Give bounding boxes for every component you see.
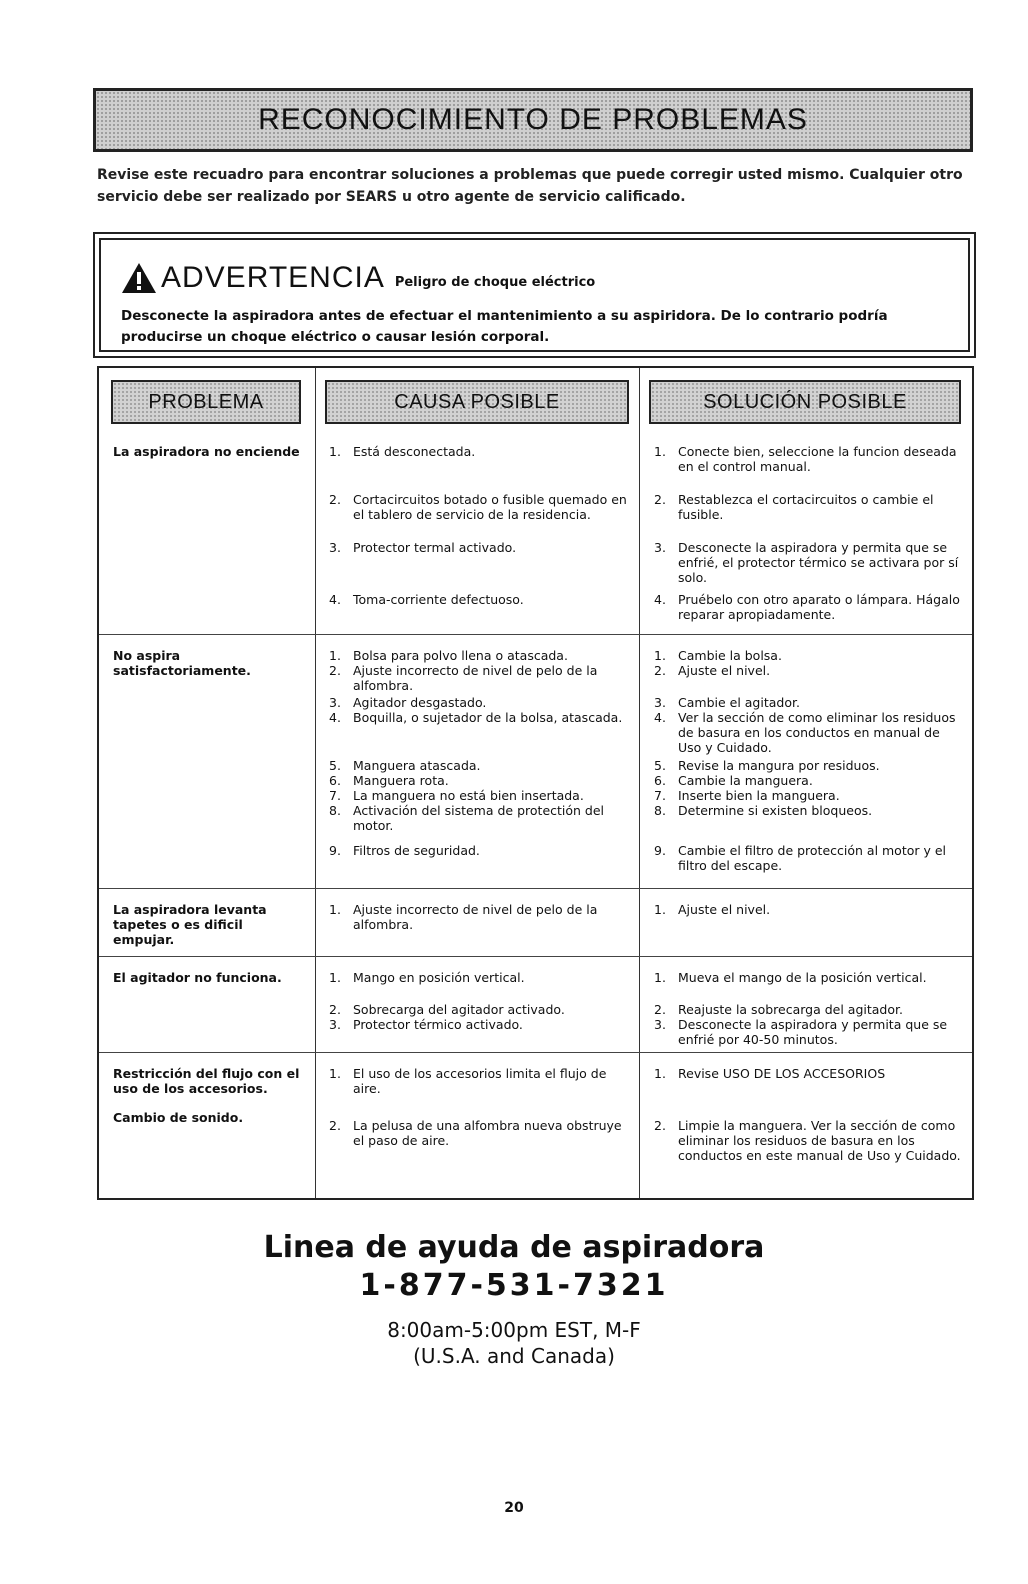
problem-cell	[113, 902, 303, 961]
item-text: Sobrecarga del agitador activado.	[353, 1002, 565, 1017]
problem-cell	[113, 648, 303, 692]
item-text: Reajuste la sobrecarga del agitador.	[678, 1002, 903, 1017]
solution-item	[654, 592, 964, 622]
item-number: 6.	[654, 773, 666, 788]
item-number: 7.	[329, 788, 341, 803]
title-banner	[93, 88, 973, 152]
warning-subtitle: Peligro de choque eléctrico	[394, 275, 596, 290]
item-text: Desconecte la aspiradora y permita que se enfrié por 40-50 minutos.	[678, 1017, 948, 1047]
item-text: Revise la mangura por residuos.	[678, 758, 880, 773]
item-text: Determine si existen bloqueos.	[678, 803, 873, 818]
item-text: El uso de los accesorios limita el flujo de aire.	[353, 1066, 607, 1096]
item-number: 3.	[329, 540, 341, 555]
item-text: Activación del sistema de protectión del motor.	[353, 803, 605, 833]
solution-item	[654, 1066, 964, 1081]
solution-item	[654, 444, 964, 474]
solution-item	[654, 1118, 964, 1163]
item-text: Boquilla, o sujetador de la bolsa, atascada.	[353, 710, 623, 725]
item-text: Filtros de seguridad.	[353, 843, 480, 858]
solution-item	[654, 773, 964, 788]
cause-item	[329, 1017, 629, 1032]
item-number: 3.	[654, 695, 666, 710]
item-number: 2.	[654, 1118, 666, 1133]
helpline-region: (U.S.A. and Canada)	[413, 1344, 615, 1368]
item-text: Bolsa para polvo llena o atascada.	[353, 648, 568, 663]
item-number: 3.	[654, 1017, 666, 1032]
item-text: Inserte bien la manguera.	[678, 788, 840, 803]
solution-item	[654, 803, 964, 818]
item-text: Cortacircuitos botado o fusible quemado en el tablero de servicio de la residencia.	[353, 492, 627, 522]
solution-item	[654, 648, 964, 663]
item-number: 1.	[329, 902, 341, 917]
header-problem: PROBLEMA	[111, 380, 301, 424]
helpline-hours: 8:00am-5:00pm EST, M-F	[387, 1318, 641, 1342]
page-title: RECONOCIMIENTO DE PROBLEMAS	[258, 103, 808, 136]
cause-item	[329, 1066, 629, 1096]
item-text: Agitador desgastado.	[353, 695, 487, 710]
item-number: 2.	[329, 663, 341, 678]
solution-item	[654, 758, 964, 773]
problem-text: No aspira satisfactoriamente.	[113, 648, 251, 678]
cause-item	[329, 970, 629, 985]
item-number: 3.	[329, 695, 341, 710]
item-number: 1.	[654, 648, 666, 663]
problem-cell	[113, 1066, 303, 1139]
problem-text: Restricción del flujo con el uso de los accesorios.	[113, 1066, 300, 1096]
cause-item	[329, 648, 629, 663]
cause-item	[329, 803, 629, 833]
solution-item	[654, 492, 964, 522]
item-text: Cambie la manguera.	[678, 773, 813, 788]
item-text: Manguera rota.	[353, 773, 449, 788]
item-number: 7.	[654, 788, 666, 803]
item-text: La pelusa de una alfombra nueva obstruye el paso de aire.	[353, 1118, 622, 1148]
solution-item	[654, 1002, 964, 1017]
solution-item	[654, 970, 964, 985]
problem-cell	[113, 444, 303, 473]
item-text: Protector termal activado.	[353, 540, 517, 555]
helpline-title: Linea de ayuda de aspiradora	[263, 1230, 765, 1265]
item-text: Mueva el mango de la posición vertical.	[678, 970, 927, 985]
warning-triangle-icon	[121, 262, 157, 294]
item-text: Mango en posición vertical.	[353, 970, 525, 985]
item-number: 8.	[654, 803, 666, 818]
cause-item	[329, 444, 629, 459]
solution-item	[654, 710, 964, 755]
solution-item	[654, 843, 964, 873]
item-number: 4.	[654, 592, 666, 607]
cause-item	[329, 758, 629, 773]
item-text: Conecte bien, seleccione la funcion deseada en el control manual.	[678, 444, 957, 474]
warning-header	[121, 262, 595, 294]
item-text: Está desconectada.	[353, 444, 476, 459]
problem-cell	[113, 970, 303, 999]
item-number: 5.	[654, 758, 666, 773]
item-text: Protector térmico activado.	[353, 1017, 523, 1032]
item-number: 1.	[329, 444, 341, 459]
item-text: Ajuste el nivel.	[678, 902, 771, 917]
warning-box	[93, 232, 976, 358]
item-number: 3.	[654, 540, 666, 555]
item-number: 2.	[654, 663, 666, 678]
item-number: 6.	[329, 773, 341, 788]
intro-text: Revise este recuadro para encontrar soluciones a problemas que puede corregir usted mismo. Cualquier otro servicio debe ser realizado por SEARS u otro agente de servicio calificado.	[97, 167, 963, 205]
item-number: 2.	[654, 1002, 666, 1017]
cause-item	[329, 540, 629, 555]
item-text: Revise USO DE LOS ACCESORIOS	[678, 1066, 886, 1081]
item-number: 2.	[329, 1002, 341, 1017]
item-number: 2.	[329, 1118, 341, 1133]
item-text: Desconecte la aspiradora y permita que se enfrié, el protector térmico se activara por sí solo.	[678, 540, 959, 585]
item-text: Toma-corriente defectuoso.	[353, 592, 524, 607]
row-divider	[99, 634, 972, 635]
warning-text: Desconecte la aspiradora antes de efectuar el mantenimiento a su aspiridora. De lo contrario podría producirse un choque eléctrico o causar lesión corporal.	[121, 308, 888, 345]
item-text: Cambie el filtro de protección al motor y el filtro del escape.	[678, 843, 947, 873]
header-solution: SOLUCIÓN POSIBLE	[649, 380, 961, 424]
item-number: 8.	[329, 803, 341, 818]
row-divider	[99, 888, 972, 889]
solution-item	[654, 902, 964, 917]
problem-text: El agitador no funciona.	[113, 970, 282, 985]
problem-text: La aspiradora no enciende	[113, 444, 300, 459]
cause-item	[329, 695, 629, 710]
item-text: La manguera no está bien insertada.	[353, 788, 584, 803]
cause-item	[329, 902, 629, 932]
item-number: 1.	[329, 970, 341, 985]
solution-item	[654, 1017, 964, 1047]
item-number: 9.	[329, 843, 341, 858]
cause-item	[329, 592, 629, 607]
cause-item	[329, 663, 629, 693]
item-text: Limpie la manguera. Ver la sección de como eliminar los residuos de basura en los conductos en este manual de Uso y Cuidado.	[678, 1118, 961, 1163]
item-text: Ajuste incorrecto de nivel de pelo de la alfombra.	[353, 902, 598, 932]
item-text: Ajuste incorrecto de nivel de pelo de la alfombra.	[353, 663, 598, 693]
column-divider	[315, 368, 316, 1198]
item-number: 5.	[329, 758, 341, 773]
item-number: 4.	[329, 710, 341, 725]
warning-title: ADVERTENCIA	[161, 261, 385, 294]
item-text: Manguera atascada.	[353, 758, 481, 773]
column-divider	[639, 368, 640, 1198]
cause-item	[329, 1118, 629, 1148]
cause-item	[329, 1002, 629, 1017]
item-number: 3.	[329, 1017, 341, 1032]
item-number: 1.	[329, 1066, 341, 1081]
solution-item	[654, 788, 964, 803]
row-divider	[99, 956, 972, 957]
solution-item	[654, 540, 964, 585]
item-text: Ajuste el nivel.	[678, 663, 771, 678]
item-text: Restablezca el cortacircuitos o cambie el fusible.	[678, 492, 934, 522]
item-number: 9.	[654, 843, 666, 858]
row-divider	[99, 1052, 972, 1053]
helpline-phone: 1-877-531-7321	[359, 1268, 669, 1303]
cause-item	[329, 788, 629, 803]
item-number: 1.	[654, 970, 666, 985]
problem-text: La aspiradora levanta tapetes o es dificil empujar.	[113, 902, 267, 947]
item-number: 2.	[329, 492, 341, 507]
item-text: Ver la sección de como eliminar los residuos de basura en los conductos en manual de Uso y Cuidado.	[678, 710, 956, 755]
item-number: 1.	[654, 1066, 666, 1081]
header-cause: CAUSA POSIBLE	[325, 380, 629, 424]
cause-item	[329, 710, 629, 725]
cause-item	[329, 492, 629, 522]
item-text: Cambie la bolsa.	[678, 648, 782, 663]
cause-item	[329, 773, 629, 788]
item-text: Pruébelo con otro aparato o lámpara. Hágalo reparar apropiadamente.	[678, 592, 960, 622]
solution-item	[654, 695, 964, 710]
page-number: 20	[504, 1500, 524, 1516]
item-text: Cambie el agitador.	[678, 695, 800, 710]
problem-text: Cambio de sonido.	[113, 1110, 244, 1125]
solution-item	[654, 663, 964, 678]
item-number: 1.	[329, 648, 341, 663]
item-number: 4.	[654, 710, 666, 725]
item-number: 1.	[654, 444, 666, 459]
item-number: 4.	[329, 592, 341, 607]
troubleshooting-table	[97, 366, 974, 1200]
item-number: 1.	[654, 902, 666, 917]
item-number: 2.	[654, 492, 666, 507]
cause-item	[329, 843, 629, 858]
